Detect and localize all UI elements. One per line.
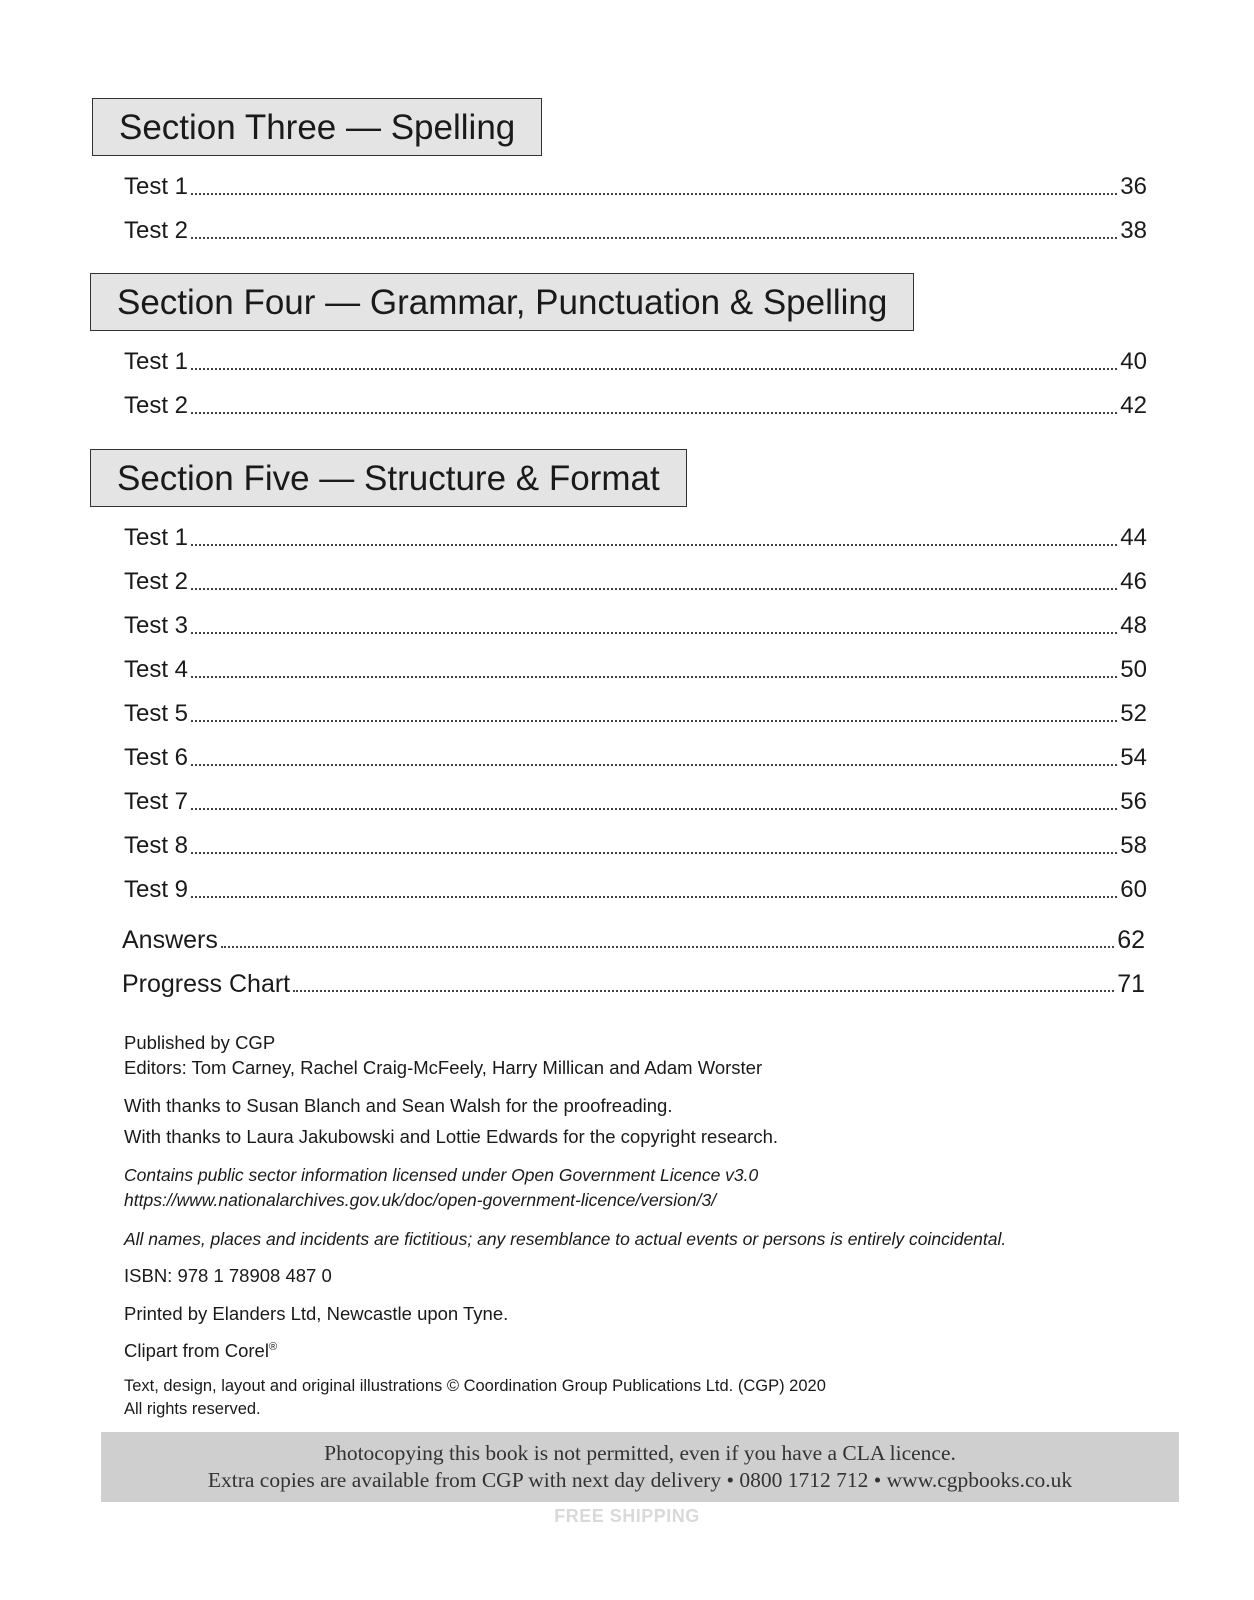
toc-entry-label: Test 9: [124, 876, 189, 903]
footer-notice: [101, 1432, 1179, 1502]
printed-by: Printed by Elanders Ltd, Newcastle upon Tyne.: [124, 1303, 509, 1324]
toc-entry-label: Test 1: [124, 173, 189, 200]
published-by: Published by CGP: [124, 1032, 276, 1053]
toc-entry[interactable]: [124, 391, 1147, 421]
toc-entry-progress-chart[interactable]: [122, 969, 1145, 999]
toc-entry-page: 36: [1120, 173, 1147, 200]
dot-leader: [191, 808, 1117, 810]
copyright-notice: Text, design, layout and original illustrations © Coordination Group Publications Ltd. (CGP) 2020: [124, 1377, 826, 1395]
toc-entry-label: Test 1: [124, 524, 189, 551]
thanks-proofreading: With thanks to Susan Blanch and Sean Walsh for the proofreading.: [124, 1095, 673, 1116]
toc-entry[interactable]: [124, 875, 1147, 905]
section-heading: Section Four — Grammar, Punctuation & Spelling: [90, 273, 914, 331]
toc-entry[interactable]: [124, 172, 1147, 202]
toc-entry-label: Progress Chart: [122, 970, 291, 998]
clipart-credit: [124, 1335, 277, 1363]
licence-url: https://www.nationalarchives.gov.uk/doc/open-government-licence/version/3/: [124, 1190, 717, 1210]
toc-entry-page: 38: [1120, 217, 1147, 244]
clipart-text: Clipart from Corel: [124, 1340, 269, 1362]
dot-leader: [191, 896, 1117, 898]
dot-leader: [293, 990, 1114, 992]
toc-entry-label: Test 7: [124, 788, 189, 815]
dot-leader: [191, 237, 1117, 239]
dot-leader: [191, 368, 1117, 370]
toc-entry-page: 71: [1117, 970, 1145, 998]
toc-entry[interactable]: [124, 567, 1147, 597]
toc-entry[interactable]: [124, 655, 1147, 685]
toc-entry-label: Test 1: [124, 348, 189, 375]
toc-entry-page: 54: [1120, 744, 1147, 771]
toc-entry-page: 56: [1120, 788, 1147, 815]
dot-leader: [191, 632, 1117, 634]
toc-entry[interactable]: [124, 611, 1147, 641]
photocopy-notice: Photocopying this book is not permitted, even if you have a CLA licence.: [324, 1441, 956, 1465]
section-heading: Section Five — Structure & Format: [90, 449, 687, 507]
dot-leader: [191, 588, 1117, 590]
dot-leader: [191, 544, 1117, 546]
toc-entry-label: Answers: [122, 926, 218, 954]
free-shipping-watermark: FREE SHIPPING: [554, 1506, 700, 1526]
thanks-copyright: With thanks to Laura Jakubowski and Lottie Edwards for the copyright research.: [124, 1126, 779, 1147]
toc-entry[interactable]: [124, 743, 1147, 773]
isbn: ISBN: 978 1 78908 487 0: [124, 1265, 332, 1286]
toc-entry-page: 60: [1120, 876, 1147, 903]
dot-leader: [191, 193, 1117, 195]
toc-entry[interactable]: [124, 699, 1147, 729]
toc-entry-label: Test 5: [124, 700, 189, 727]
section-heading: Section Three — Spelling: [92, 98, 542, 156]
toc-entry-page: 62: [1117, 926, 1145, 954]
dot-leader: [191, 852, 1117, 854]
licence-statement: Contains public sector information licensed under Open Government Licence v3.0: [124, 1165, 759, 1185]
toc-entry[interactable]: [124, 523, 1147, 553]
toc-entry-answers[interactable]: [122, 925, 1145, 955]
toc-entry-label: Test 6: [124, 744, 189, 771]
toc-entry-label: Test 2: [124, 217, 189, 244]
toc-entry-page: 42: [1120, 392, 1147, 419]
toc-entry-label: Test 3: [124, 612, 189, 639]
dot-leader: [191, 764, 1117, 766]
toc-entry[interactable]: [124, 787, 1147, 817]
toc-entry-page: 40: [1120, 348, 1147, 375]
toc-entry[interactable]: [124, 216, 1147, 246]
toc-entry-label: Test 2: [124, 392, 189, 419]
toc-entry-page: 50: [1120, 656, 1147, 683]
dot-leader: [221, 946, 1114, 948]
toc-entry-page: 46: [1120, 568, 1147, 595]
dot-leader: [191, 412, 1117, 414]
toc-entry-label: Test 4: [124, 656, 189, 683]
dot-leader: [191, 676, 1117, 678]
dot-leader: [191, 720, 1117, 722]
toc-entry-page: 48: [1120, 612, 1147, 639]
toc-entry-page: 58: [1120, 832, 1147, 859]
toc-entry[interactable]: [124, 347, 1147, 377]
editors: Editors: Tom Carney, Rachel Craig-McFeely, Harry Millican and Adam Worster: [124, 1057, 763, 1078]
toc-entry-page: 44: [1120, 524, 1147, 551]
toc-entry-page: 52: [1120, 700, 1147, 727]
registered-mark: ®: [268, 1341, 278, 1353]
fictitious-disclaimer: All names, places and incidents are fictitious; any resemblance to actual events or persons is entirely coincidental.: [124, 1229, 1007, 1249]
rights-reserved: All rights reserved.: [124, 1400, 261, 1418]
toc-entry-label: Test 8: [124, 832, 189, 859]
ordering-info: Extra copies are available from CGP with next day delivery • 0800 1712 712 • www.cgpbooks.co.uk: [207, 1468, 1073, 1492]
toc-entry[interactable]: [124, 831, 1147, 861]
toc-entry-label: Test 2: [124, 568, 189, 595]
